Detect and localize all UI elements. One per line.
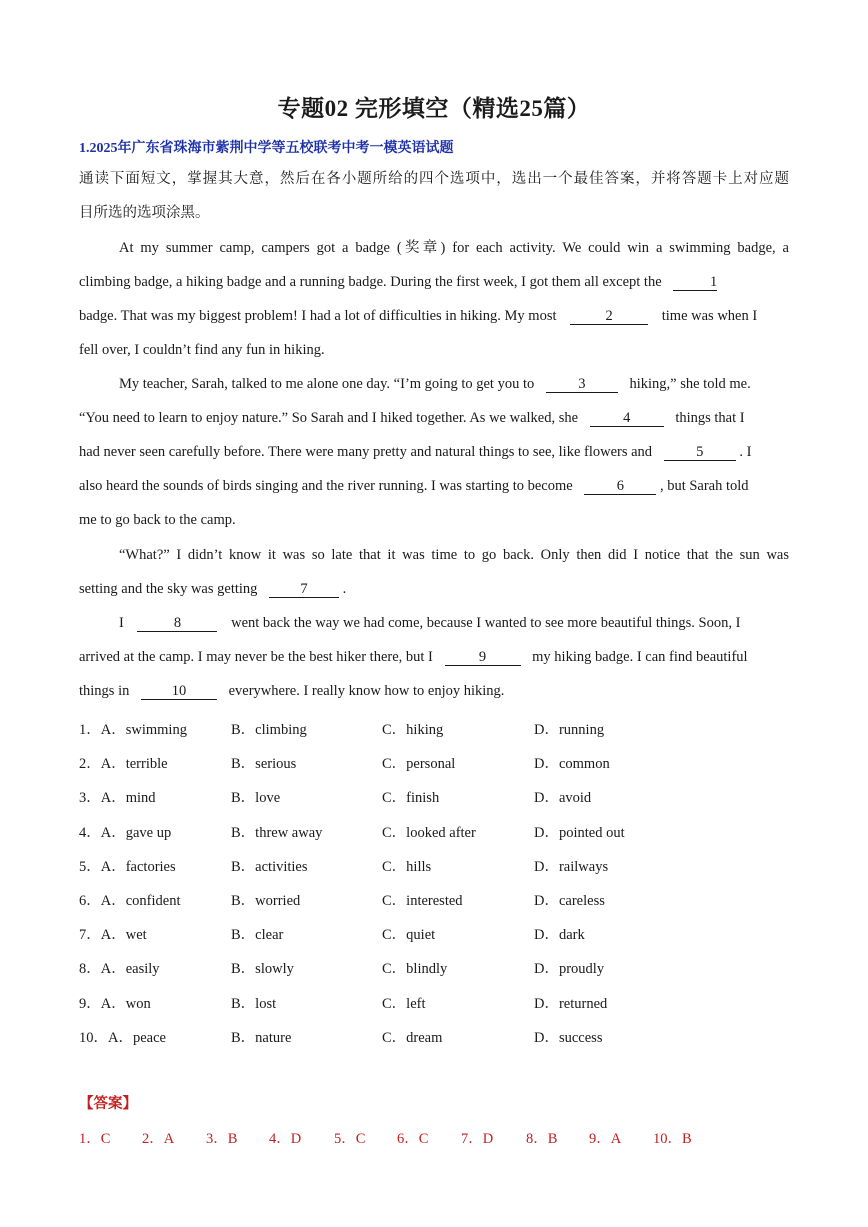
passage-line [79,640,789,674]
passage-paragraph-3 [79,538,789,606]
option-d: D．railways [534,858,609,875]
answer-item: 10．B [653,1131,692,1147]
passage-text: time was when I [661,308,758,324]
option-a: 7．A．wet [79,927,147,944]
passage-paragraph-2 [79,367,789,537]
answer-label: 【答案】 [79,1096,137,1112]
option-a: 1．A．swimming [79,722,187,738]
option-a: 6．A．confident [79,892,181,909]
question-source: 1.2025年广东省珠海市紫荆中学等五校联考中考一模英语试题 [79,141,454,156]
passage-paragraph-1 [79,231,789,367]
passage-text: arrived at the camp. I may never be the best hiker there, but I [79,649,433,665]
passage-text: “You need to learn to enjoy nature.” So Sarah and I hiked together. As we walked, she [79,410,579,426]
blank-9: 9 [445,649,521,666]
passage-text: my hiking badge. I can find beautiful [532,649,748,665]
passage-text: hiking,” she told me. [629,376,751,392]
passage-text: things in [79,683,130,699]
blank-3: 3 [546,376,618,393]
blank-10: 10 [141,683,217,700]
option-c: C．interested [382,892,463,909]
option-b: B．slowly [231,961,294,978]
option-b: B．nature [231,1029,292,1046]
passage-line [79,606,789,640]
option-a: 2．A．terrible [79,756,168,773]
option-d: D．common [534,756,610,773]
answer-item: 3．B [206,1131,238,1147]
passage-line [79,435,789,469]
blank-8: 8 [137,615,217,632]
passage-text: had never seen carefully before. There were many pretty and natural things to see, like flowers and [79,444,653,460]
passage-text: , but Sarah told [659,478,749,494]
option-c: C．looked after [382,824,476,841]
option-b: B．love [231,790,281,807]
passage-text: everywhere. I really know how to enjoy hiking. [228,683,505,699]
instructions [79,162,789,230]
answer-item: 1．C [79,1131,111,1147]
passage-line: me to go back to the camp. [79,512,236,528]
option-c: C．blindly [382,961,448,978]
option-c: C．hills [382,858,432,875]
option-b: B．clear [231,927,284,944]
option-c: C．dream [382,1029,443,1046]
option-d: D．success [534,1029,603,1046]
answer-item: 9．A [589,1131,622,1147]
option-a: 8．A．easily [79,961,160,978]
option-b: B．threw away [231,824,323,841]
option-a: 3．A．mind [79,790,156,807]
blank-4: 4 [590,410,664,427]
instruction-line: 目所选的选项涂黑。 [79,205,210,221]
option-a: 4．A．gave up [79,824,172,841]
passage-text: setting and the sky was getting [79,581,258,597]
passage-line [79,367,789,401]
option-b: B．activities [231,858,308,875]
passage-line: At my summer camp, campers got a badge (奖章) for each activity. We could win a swimming badge, a [119,240,789,256]
option-a: 10．A．peace [79,1029,166,1046]
option-d: D．running [534,722,605,738]
passage-paragraph-4 [79,606,789,708]
option-d: D．proudly [534,961,605,978]
passage-line [79,299,789,333]
option-b: B．lost [231,995,277,1012]
passage-text: . I [739,444,752,460]
option-c: C．quiet [382,927,436,944]
blank-6: 6 [584,478,656,495]
passage-line [79,401,789,435]
option-b: B．serious [231,756,297,773]
option-d: D．returned [534,995,608,1012]
option-c: C．finish [382,790,440,807]
passage-text: My teacher, Sarah, talked to me alone one day. “I’m going to get you to [119,376,535,392]
answer-item: 7．D [461,1131,494,1147]
passage-text: I [119,615,124,631]
option-d: D．avoid [534,790,592,807]
blank-2: 2 [570,308,648,325]
passage-text: also heard the sounds of birds singing and the river running. I was starting to become [79,478,573,494]
page-title: 专题02 完形填空（精选25篇） [277,96,591,121]
answer-item: 2．A [142,1131,175,1147]
option-c: C．personal [382,756,456,773]
passage-text: things that I [675,410,745,426]
passage-line [79,572,789,606]
option-c: C．hiking [382,722,444,738]
option-d: D．careless [534,892,605,909]
option-a: 5．A．factories [79,858,176,875]
option-b: B．climbing [231,722,307,738]
passage-text: . [342,581,347,597]
blank-5: 5 [664,444,736,461]
passage-line [79,674,789,708]
answer-item: 5．C [334,1131,366,1147]
instruction-line: 通读下面短文，掌握其大意，然后在各小题所给的四个选项中，选出一个最佳答案，并将答题卡上对应题 [79,171,789,187]
blank-7: 7 [269,581,339,598]
option-d: D．pointed out [534,824,625,841]
blank-1: 1 [673,274,717,291]
passage-line: fell over, I couldn’t find any fun in hiking. [79,342,325,358]
passage-line [79,265,789,299]
passage-line: “What?” I didn’t know it was so late that it was time to go back. Only then did I notice that the sun was [119,547,789,563]
passage-text: badge. That was my biggest problem! I had a lot of difficulties in hiking. My most [79,308,557,324]
passage-text: climbing badge, a hiking badge and a running badge. During the first week, I got them all except the [79,274,662,290]
option-b: B．worried [231,892,301,909]
passage-text: went back the way we had come, because I wanted to see more beautiful things. Soon, I [231,615,741,631]
passage-line [79,469,789,503]
option-c: C．left [382,995,426,1012]
answer-item: 6．C [397,1131,429,1147]
option-a: 9．A．won [79,995,151,1012]
answer-item: 8．B [526,1131,558,1147]
answer-item: 4．D [269,1131,302,1147]
option-d: D．dark [534,927,585,944]
